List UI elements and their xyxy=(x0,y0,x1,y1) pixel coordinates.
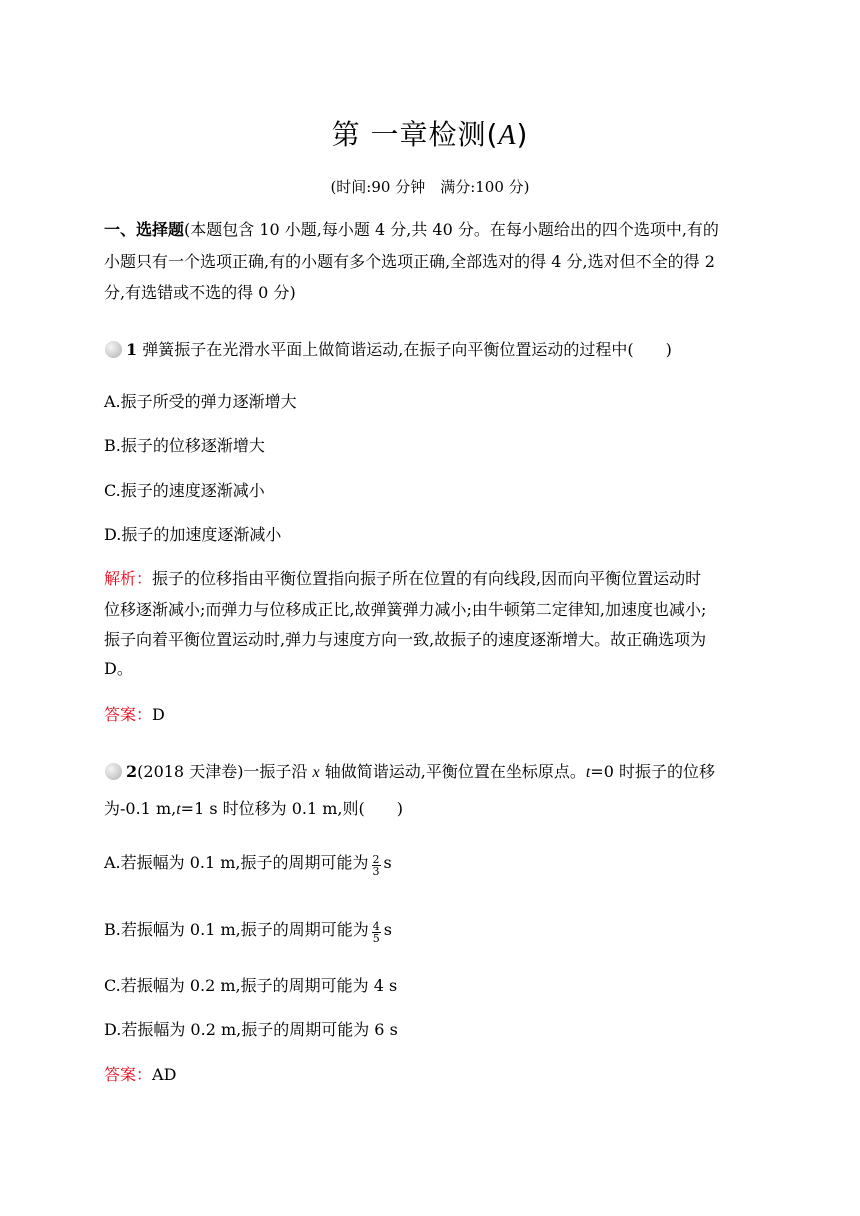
answer-label: 答案： xyxy=(104,1065,153,1084)
title-italic: A xyxy=(498,120,517,151)
question-bullet-icon xyxy=(105,763,122,780)
fraction-numerator: 2 xyxy=(372,853,380,866)
q2-text-d: 为-0.1 m, xyxy=(104,799,177,818)
q1-analysis-line-2: 位移逐渐减小;而弹力与位移成正比,故弹簧弹力减小;由牛顿第二定律知,加速度也减小; xyxy=(104,600,707,619)
unit: s xyxy=(383,920,392,939)
question-2-stem-line-2 xyxy=(104,799,403,820)
section-text-1: (本题包含 10 小题,每小题 4 分,共 40 分。在每小题给出的四个选项中,有的 xyxy=(184,220,719,239)
title-text: 第 一章检测( xyxy=(331,118,499,151)
question-number: 2 xyxy=(126,762,138,781)
q2-text-e: =1 s 时位移为 0.1 m,则( ) xyxy=(180,799,403,818)
answer-value: AD xyxy=(152,1065,177,1084)
q2-var-x: x xyxy=(312,764,320,781)
exam-info: (时间:90 分钟 满分:100 分) xyxy=(330,178,530,196)
answer-value: D xyxy=(152,705,165,724)
analysis-text-1: 振子的位移指由平衡位置指向振子所在位置的有向线段,因而向平衡位置运动时 xyxy=(152,569,702,588)
section-instructions-line-1 xyxy=(104,220,719,240)
q2-option-b-text: B.若振幅为 0.1 m,振子的周期可能为 xyxy=(104,920,369,939)
q1-option-b: B.振子的位移逐渐增大 xyxy=(104,436,265,455)
q2-text-a: (2018 天津卷)一振子沿 xyxy=(137,762,313,781)
fraction xyxy=(372,921,381,944)
fraction-numerator: 4 xyxy=(372,920,380,933)
q2-option-c: C.若振幅为 0.2 m,振子的周期可能为 4 s xyxy=(104,976,398,995)
fraction-denominator: 3 xyxy=(372,865,380,878)
answer-label: 答案： xyxy=(104,705,153,724)
fraction xyxy=(372,854,381,877)
q2-text-c: =0 时振子的位移 xyxy=(590,762,715,781)
question-text: 弹簧振子在光滑水平面上做简谐运动,在振子向平衡位置运动的过程中( ) xyxy=(142,340,672,359)
q1-option-a: A.振子所受的弹力逐渐增大 xyxy=(104,392,297,411)
question-bullet-icon xyxy=(105,341,122,358)
q1-analysis-line-4: D。 xyxy=(104,659,133,678)
q2-option-a-text: A.若振幅为 0.1 m,振子的周期可能为 xyxy=(104,853,369,872)
q2-text-b: 轴做简谐运动,平衡位置在坐标原点。 xyxy=(319,762,586,781)
fraction-denominator: 5 xyxy=(372,932,380,945)
section-instructions-line-3: 分,有选错或不选的得 0 分) xyxy=(104,283,296,302)
q2-var-t: t xyxy=(585,764,591,781)
question-1-stem xyxy=(104,340,672,360)
q2-option-d: D.若振幅为 0.2 m,振子的周期可能为 6 s xyxy=(104,1020,398,1039)
page-title xyxy=(0,113,860,153)
q1-analysis-line-1 xyxy=(104,569,701,589)
section-instructions-line-2: 小题只有一个选项正确,有的小题有多个选项正确,全部选对的得 4 分,选对但不全的得 2 xyxy=(104,252,715,271)
question-2-stem-line-1 xyxy=(104,762,715,783)
section-heading: 一、选择题 xyxy=(104,220,185,239)
q2-option-a xyxy=(104,853,392,877)
q2-answer xyxy=(104,1065,176,1085)
question-number: 1 xyxy=(126,340,138,359)
q2-option-b xyxy=(104,920,392,944)
q1-option-c: C.振子的速度逐渐减小 xyxy=(104,481,265,500)
unit: s xyxy=(383,853,392,872)
q2-var-t2: t xyxy=(176,801,181,818)
q1-option-d: D.振子的加速度逐渐减小 xyxy=(104,525,282,544)
q1-analysis-line-3: 振子向着平衡位置运动时,弹力与速度方向一致,故振子的速度逐渐增大。故正确选项为 xyxy=(104,630,707,649)
title-close: ) xyxy=(516,118,529,151)
q1-answer xyxy=(104,705,165,725)
analysis-label: 解析： xyxy=(104,569,153,588)
